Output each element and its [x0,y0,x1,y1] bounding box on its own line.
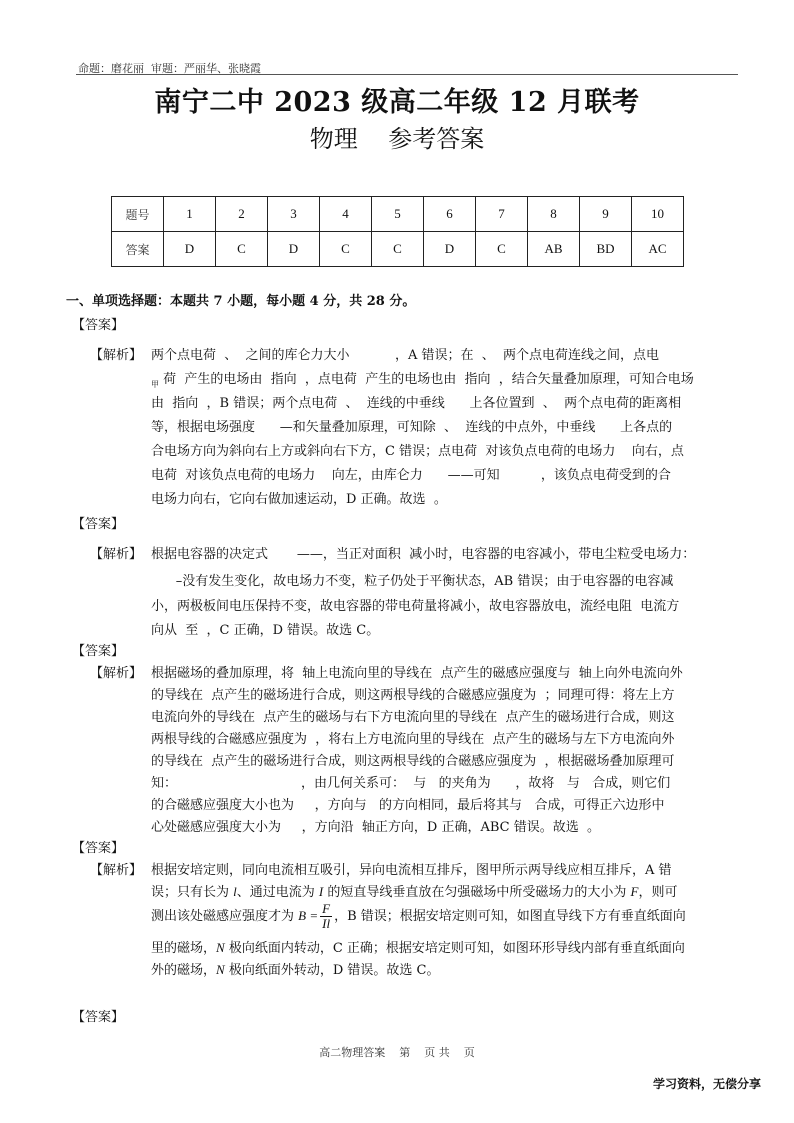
q4-text: 、通过电流为 [236,885,319,900]
table-cell: 4 [320,197,372,232]
q1-line: 电荷 对该负点电荷的电场力 向左，由库仑力 ——可知 ，该负点电荷受到的合 [151,468,671,483]
table-cell: 8 [528,197,580,232]
q4-line [151,959,439,978]
q4-text: 的短直导线垂直放在匀强磁场中所受磁场力的大小为 [323,885,631,900]
q3-line: 电流向外的导线在 点产生的磁场与右下方电流向里的导线在 点产生的磁场进行合成，则这 [151,710,675,725]
header-rule [76,74,738,75]
table-header-answer: 答案 [112,232,164,267]
answer-tag: 【答案】 [72,1010,125,1025]
page-subtitle: 物理 参考答案 [309,125,485,153]
table-cell: 2 [216,197,268,232]
table-row-answers [112,232,684,267]
section-heading: 一、单项选择题：本题共 7 小题，每小题 4 分，共 28 分。 [66,294,416,309]
q1-subscript: 甲 [151,380,159,389]
analysis-tag: 【解析】 [90,348,143,363]
q4-line [151,902,686,931]
q4-symbol-N: N [216,962,225,977]
q4-line [151,937,685,956]
q2-first-row [90,543,695,562]
formula-fraction [320,902,332,931]
q4-line [151,881,677,900]
q4-text: 测出该处磁感应强度才为 [151,909,299,924]
formula-lhs: B = [298,908,319,923]
q1-subscript-note [151,372,163,387]
page-footer: 高二物理答案 第 页 共 页 [319,1046,475,1059]
q1-line: 两个点电荷 、 之间的库仑力大小 ，A 错误；在 、 两个点电荷连线之间，点电 [151,348,660,363]
table-cell: 1 [164,197,216,232]
q1-line: 合电场方向为斜向右上方或斜向右下方，C 错误；点电荷 对该负点电荷的电场力 向右，点 [151,444,684,459]
q2-line: 小，两极板间电压保持不变，故电容器的带电荷量将减小，故电容器放电，流经电阻 电流方 [151,599,680,614]
q4-symbol-l: l [233,884,237,899]
q4-text: 外的磁场， [151,963,217,978]
q2-line: 向从 至 ，C 正确，D 错误。故选 C。 [151,623,380,638]
table-cell: C [372,232,424,267]
q1-first-row [90,344,659,363]
q3-line: 根据磁场的叠加原理，将 轴上电流向里的导线在 点产生的磁感应强度与 轴上向外电流向外 [151,666,683,681]
q4-text: 误；只有长为 [151,885,234,900]
formula-denominator: Il [322,916,331,931]
table-cell: C [320,232,372,267]
q2-line: 根据电容器的决定式 ——，当正对面积 减小时，电容器的电容减小，带电尘粒受电场力： [151,547,696,562]
q1-line [151,368,694,390]
q1-line: 电场力向右，它向右做加速运动，D 正确。故选 。 [151,492,447,507]
q4-symbol-F: F [630,884,639,899]
table-cell: 9 [580,197,632,232]
table-cell: AC [632,232,684,267]
q4-text: ，B 错误；根据安培定则可知，如图直导线下方有垂直纸面向 [334,909,686,924]
table-cell: C [216,232,268,267]
q4-line: 根据安培定则，同向电流相互吸引，异向电流相互排斥，图甲所示两导线应相互排斥，A 错 [151,863,672,878]
table-row-numbers [112,197,684,232]
answer-tag: 【答案】 [72,644,125,659]
q4-text: 极向纸面外转动，D 错误。故选 C。 [224,963,440,978]
q3-line: 心处磁感应强度大小为 ，方向沿 轴正方向，D 正确，ABC 错误。故选 。 [151,820,601,835]
authors-header: 命题：磨花丽 审题：严丽华、张晓霞 [78,62,261,75]
q3-first-row [90,662,683,681]
answer-table [111,196,684,267]
answer-tag: 【答案】 [72,318,125,333]
table-cell: D [268,232,320,267]
answer-tag: 【答案】 [72,841,125,856]
analysis-tag: 【解析】 [90,547,143,562]
table-header-number: 题号 [112,197,164,232]
q1-line: 等，根据电场强度 —和矢量叠加原理，可知除 、 连线的中点外，中垂线 上各点的 [151,420,673,435]
table-cell: 10 [632,197,684,232]
share-note: 学习资料，无偿分享 [653,1077,762,1091]
answer-tag: 【答案】 [72,517,125,532]
q1-line-text: 荷 产生的电场由 指向 ，点电荷 产生的电场也由 指向 ，结合矢量叠加原理，可知合电场 [163,372,694,387]
table-cell: C [476,232,528,267]
formula-numerator: F [322,901,331,916]
q4-first-row [90,859,672,878]
table-cell: D [164,232,216,267]
table-cell: 5 [372,197,424,232]
table-cell: 3 [268,197,320,232]
analysis-tag: 【解析】 [90,863,143,878]
page-title: 南宁二中 2023 级高二年级 12 月联考 [154,87,640,118]
table-cell: AB [528,232,580,267]
table-cell: 6 [424,197,476,232]
q4-symbol-I: I [318,884,324,899]
q4-text: 极向纸面内转动，C 正确；根据安培定则可知，如图环形导线内部有垂直纸面向 [224,941,685,956]
q3-line: 的导线在 点产生的磁场进行合成，则这两根导线的合磁感应强度为 ；同理可得：将左上方 [151,688,675,703]
q3-line: 知： ，由几何关系可： 与 的夹角为 ，故将 与 合成，则它们 [151,776,671,791]
q3-line: 的合磁感应强度大小也为 ，方向与 的方向相同，最后将其与 合成，可得正六边形中 [151,798,665,813]
table-cell: BD [580,232,632,267]
q4-symbol-N: N [216,940,225,955]
q2-line: –没有发生变化，故电场力不变，粒子仍处于平衡状态，AB 错误；由于电容器的电容减 [151,574,674,589]
table-cell: 7 [476,197,528,232]
analysis-tag: 【解析】 [90,666,143,681]
q3-line: 的导线在 点产生的磁场进行合成，则这两根导线的合磁感应强度为 ，根据磁场叠加原理可 [151,754,675,769]
q4-text: ，则可 [638,885,678,900]
table-cell: D [424,232,476,267]
q1-line: 由 指向 ，B 错误；两个点电荷 、 连线的中垂线 上各位置到 、 两个点电荷的距离相 [151,396,682,411]
q4-text: 里的磁场， [151,941,217,956]
q3-line: 两根导线的合磁感应强度为 ，将右上方电流向里的导线在 点产生的磁场与左下方电流向外 [151,732,675,747]
